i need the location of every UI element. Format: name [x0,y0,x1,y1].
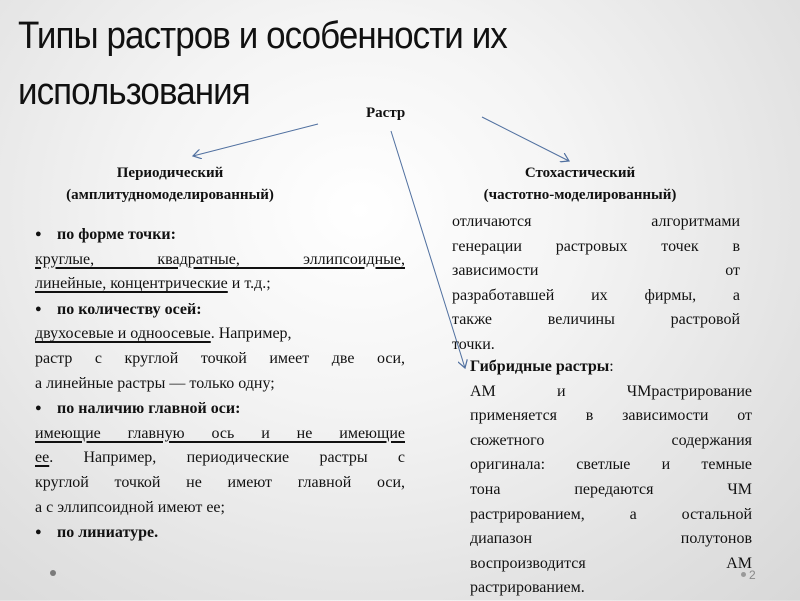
stochastic-description [452,210,740,358]
text-line: отличаются алгоритмами [452,213,740,230]
hybrid-rasters-block [470,355,752,601]
root-node-raster: Растр [366,105,406,121]
page-dot-icon [741,572,746,577]
list-item: ● по линиатуре. [35,520,405,546]
text-line: имеющие главную ось и не имеющие [35,424,405,442]
arrow-to-stochastic [482,117,569,161]
text-line: применяется в зависимости от [470,407,752,425]
text-line: тона передаются ЧМ [470,480,752,498]
stochastic-subtitle: (частотно-моделированный) [483,187,677,203]
arrow-to-periodic [193,124,318,156]
hybrid-title: Гибридные растры: [470,358,614,375]
text-line: а с эллипсоидной имеют ее; [35,498,225,516]
list-item: ● по форме точки: [35,222,405,248]
text-line: растрированием, а остальной [470,505,752,523]
title-line-2: использования [18,71,250,113]
text-line: также величины растровой [452,311,740,329]
text-line: сюжетного содержания [470,431,752,449]
text-line: круглые, квадратные, эллипсоидные, [35,250,405,268]
text-line: растрированием. [470,579,585,597]
list-item: ● по наличию главной оси: [35,396,405,422]
text-line: линейные, концентрические и т.д.; [35,275,271,293]
bullet-icon: ● [35,302,42,315]
list-item: ● по количеству осей: [35,297,405,323]
text-line: оригинала: светлые и темные [470,456,752,474]
bullet-icon: ● [35,228,42,240]
periodic-subtitle: (амплитудномоделированный) [66,187,274,203]
text-line: генерации растровых точек в [452,237,740,255]
text-line: АМ и ЧМрастрирование [470,382,752,400]
periodic-title: Периодический [116,165,224,181]
text-line: точки. [452,335,495,353]
stochastic-heading [440,162,720,206]
footer-dot-icon [50,570,56,576]
text-line: растр с круглой точкой имеет две оси, [35,349,405,367]
text-line: зависимости от [452,262,740,280]
text-line: ее. Например, периодические растры с [35,449,405,467]
bullet-icon: ● [35,402,42,415]
text-line: круглой точкой не имеют главной оси, [35,473,405,491]
text-line: воспроизводится АМ [470,554,752,572]
text-line: диапазон полутонов [470,530,752,548]
periodic-heading [20,162,320,206]
bullet-icon: ● [35,526,42,539]
title-line-1: Типы растров и особенности их [18,15,507,57]
text-line: разработавшей их фирмы, а [452,286,740,304]
periodic-properties-list [35,222,405,546]
stochastic-title: Стохастический [524,165,636,181]
page-number: 2 [749,568,756,582]
text-line: двухосевые и одноосевые. Например, [35,325,292,343]
text-line: а линейные растры — только одну; [35,374,275,392]
